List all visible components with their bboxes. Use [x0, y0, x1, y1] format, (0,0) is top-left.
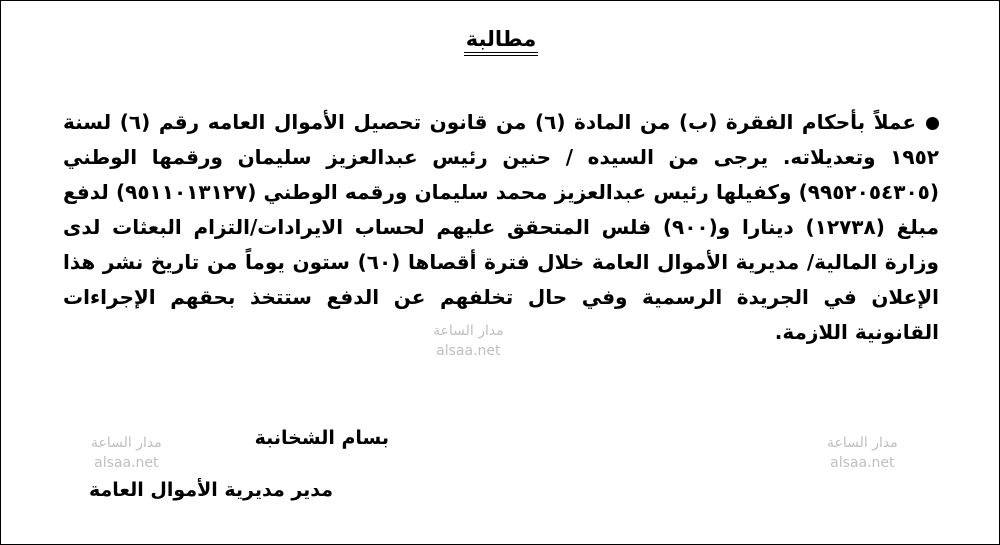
watermark-arabic: مدار الساعة	[433, 323, 504, 339]
announcement-body	[63, 105, 939, 350]
signatory-name: بسام الشخانبة	[254, 427, 389, 449]
document-title: مطالبة	[465, 27, 537, 51]
watermark-center	[433, 321, 504, 361]
title-area	[1, 27, 1000, 53]
watermark-left	[91, 433, 162, 473]
watermark-site: alsaa.net	[830, 455, 895, 471]
bullet-icon	[926, 117, 939, 130]
watermark-arabic: مدار الساعة	[827, 435, 898, 451]
watermark-site: alsaa.net	[94, 455, 159, 471]
watermark-right	[827, 433, 898, 473]
signatory-title: مدير مديرية الأموال العامة	[89, 479, 334, 501]
watermark-arabic: مدار الساعة	[91, 435, 162, 451]
announcement-paragraph: عملاً بأحكام الفقرة (ب) من المادة (٦) من قانون تحصيل الأموال العامه رقم (٦) لسنة ١٩٥٢ وتعديلاته. يرجى من السيده / حنين رئيس عبدالعزيز سليمان ورقمها الوطني (٩٩٥٢٠٥٤٣٠٥) وكفيلها رئيس عبدالعزيز محمد سليمان ورقمه الوطني (٩٥١١٠١٣١٢٧) لدفع مبلغ (١٢٧٣٨) دينارا و(٩٠٠) فلس المتحقق عليهم لحساب الايرادات/التزام البعثات لدى وزارة المالية/ مديرية الأموال العامة خلال فترة أقصاها (٦٠) ستون يوماً من تاريخ نشر هذا الإعلان في الجريدة الرسمية وفي حال تخلفهم عن الدفع ستتخذ بحقهم الإجراءات القانونية اللازمة.	[63, 110, 939, 344]
watermark-site: alsaa.net	[436, 343, 501, 359]
